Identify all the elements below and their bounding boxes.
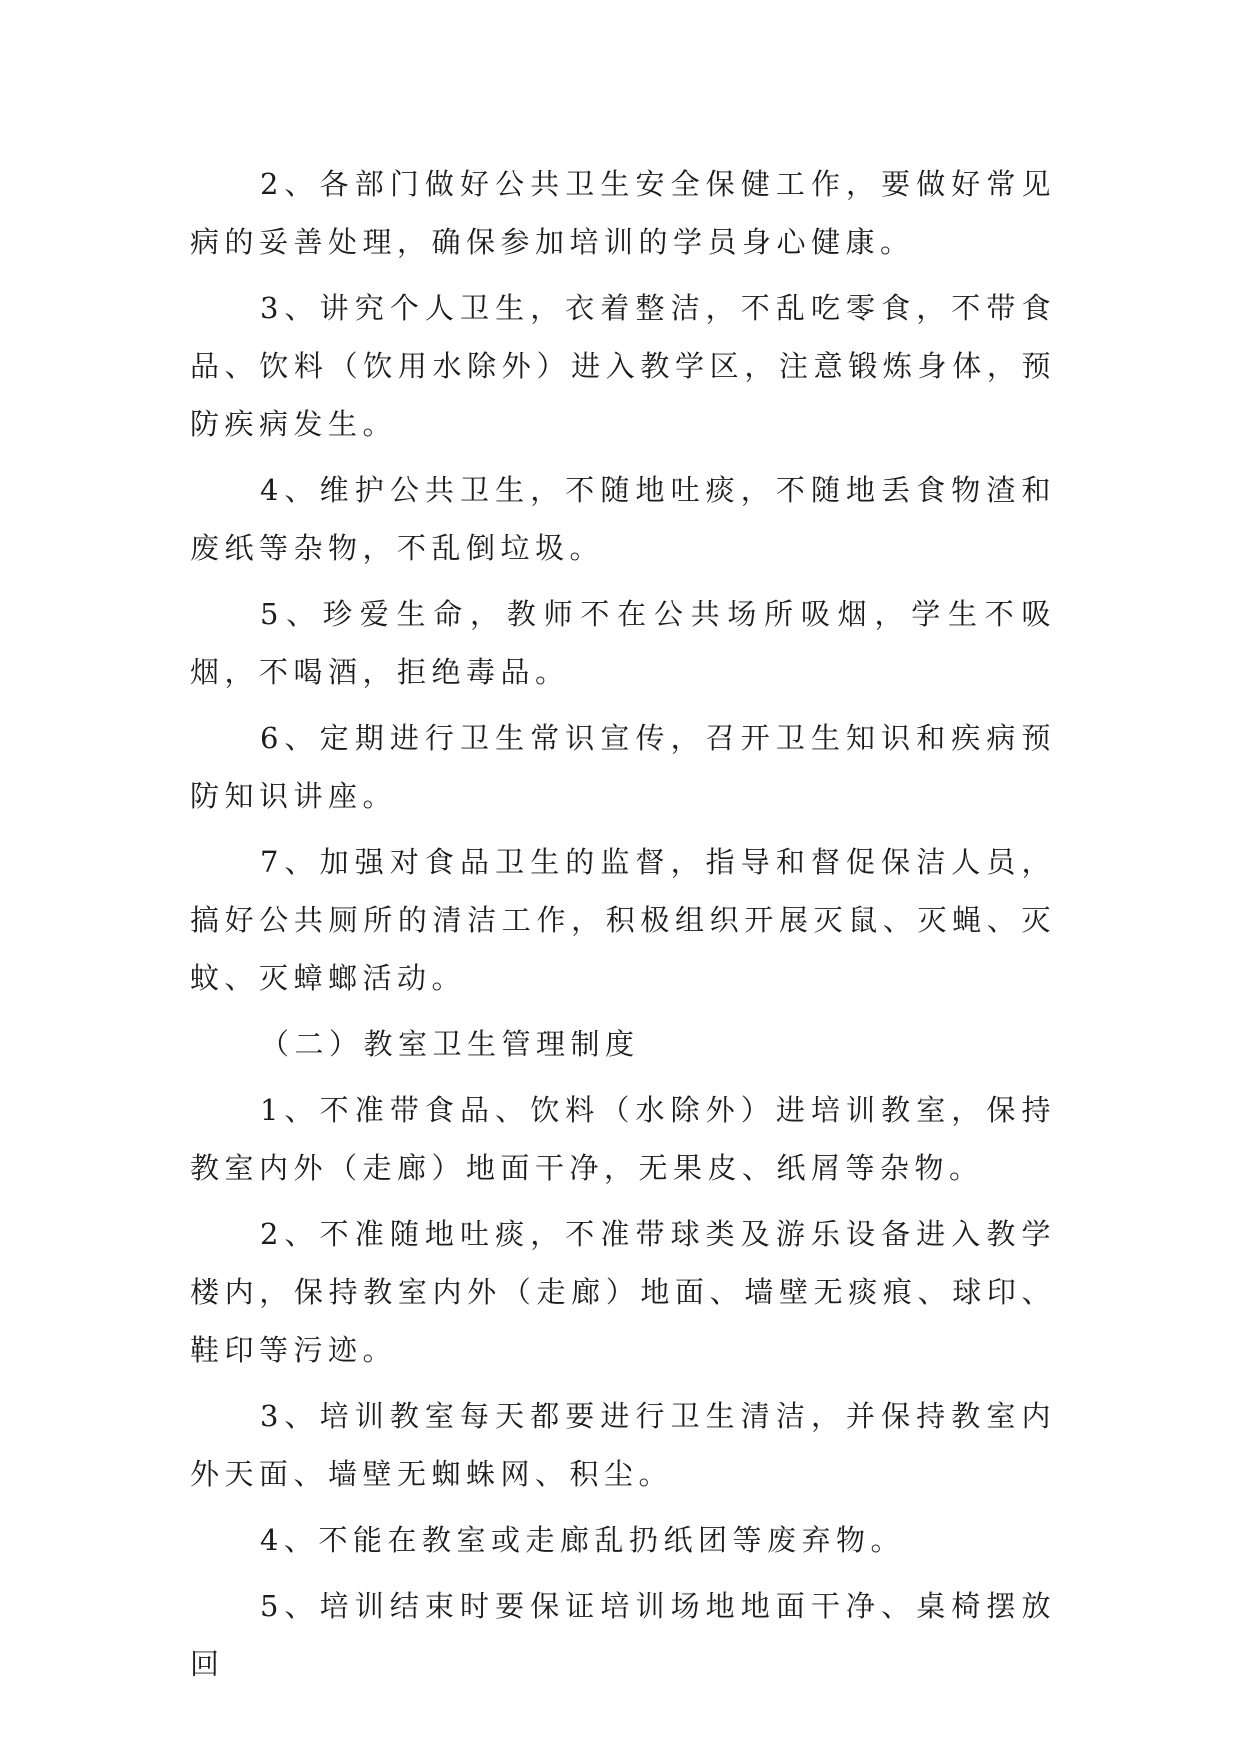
section-heading: （二）教室卫生管理制度 bbox=[260, 1027, 640, 1061]
paragraph-item-5: 5、珍爱生命，教师不在公共场所吸烟，学生不吸烟，不喝酒，拒绝毒品。 bbox=[190, 597, 1056, 689]
paragraph-item-2: 2、各部门做好公共卫生安全保健工作，要做好常见病的妥善处理，确保参加培训的学员身心健康。 bbox=[190, 167, 1056, 259]
paragraph-item-4: 4、维护公共卫生，不随地吐痰，不随地丢食物渣和废纸等杂物，不乱倒垃圾。 bbox=[190, 473, 1056, 565]
classroom-rule-5: 5、培训结束时要保证培训场地地面干净、桌椅摆放回 bbox=[190, 1589, 1056, 1681]
paragraph-item-6: 6、定期进行卫生常识宣传，召开卫生知识和疾病预防知识讲座。 bbox=[190, 721, 1056, 813]
paragraph-item-3: 3、讲究个人卫生，衣着整洁，不乱吃零食，不带食品、饮料（饮用水除外）进入教学区，注意锻炼身体，预防疾病发生。 bbox=[190, 291, 1056, 441]
classroom-rule-1: 1、不准带食品、饮料（水除外）进培训教室，保持教室内外（走廊）地面干净，无果皮、纸屑等杂物。 bbox=[190, 1093, 1056, 1185]
classroom-rule-4: 4、不能在教室或走廊乱扔纸团等废弃物。 bbox=[260, 1523, 905, 1557]
document-body bbox=[190, 155, 1056, 1701]
classroom-rule-2: 2、不准随地吐痰，不准带球类及游乐设备进入教学楼内，保持教室内外（走廊）地面、墙壁无痰痕、球印、鞋印等污迹。 bbox=[190, 1217, 1056, 1367]
classroom-rule-3: 3、培训教室每天都要进行卫生清洁，并保持教室内外天面、墙壁无蜘蛛网、积尘。 bbox=[190, 1399, 1056, 1491]
paragraph-item-7: 7、加强对食品卫生的监督，指导和督促保洁人员，搞好公共厕所的清洁工作，积极组织开展灭鼠、灭蝇、灭蚊、灭蟑螂活动。 bbox=[190, 845, 1056, 995]
